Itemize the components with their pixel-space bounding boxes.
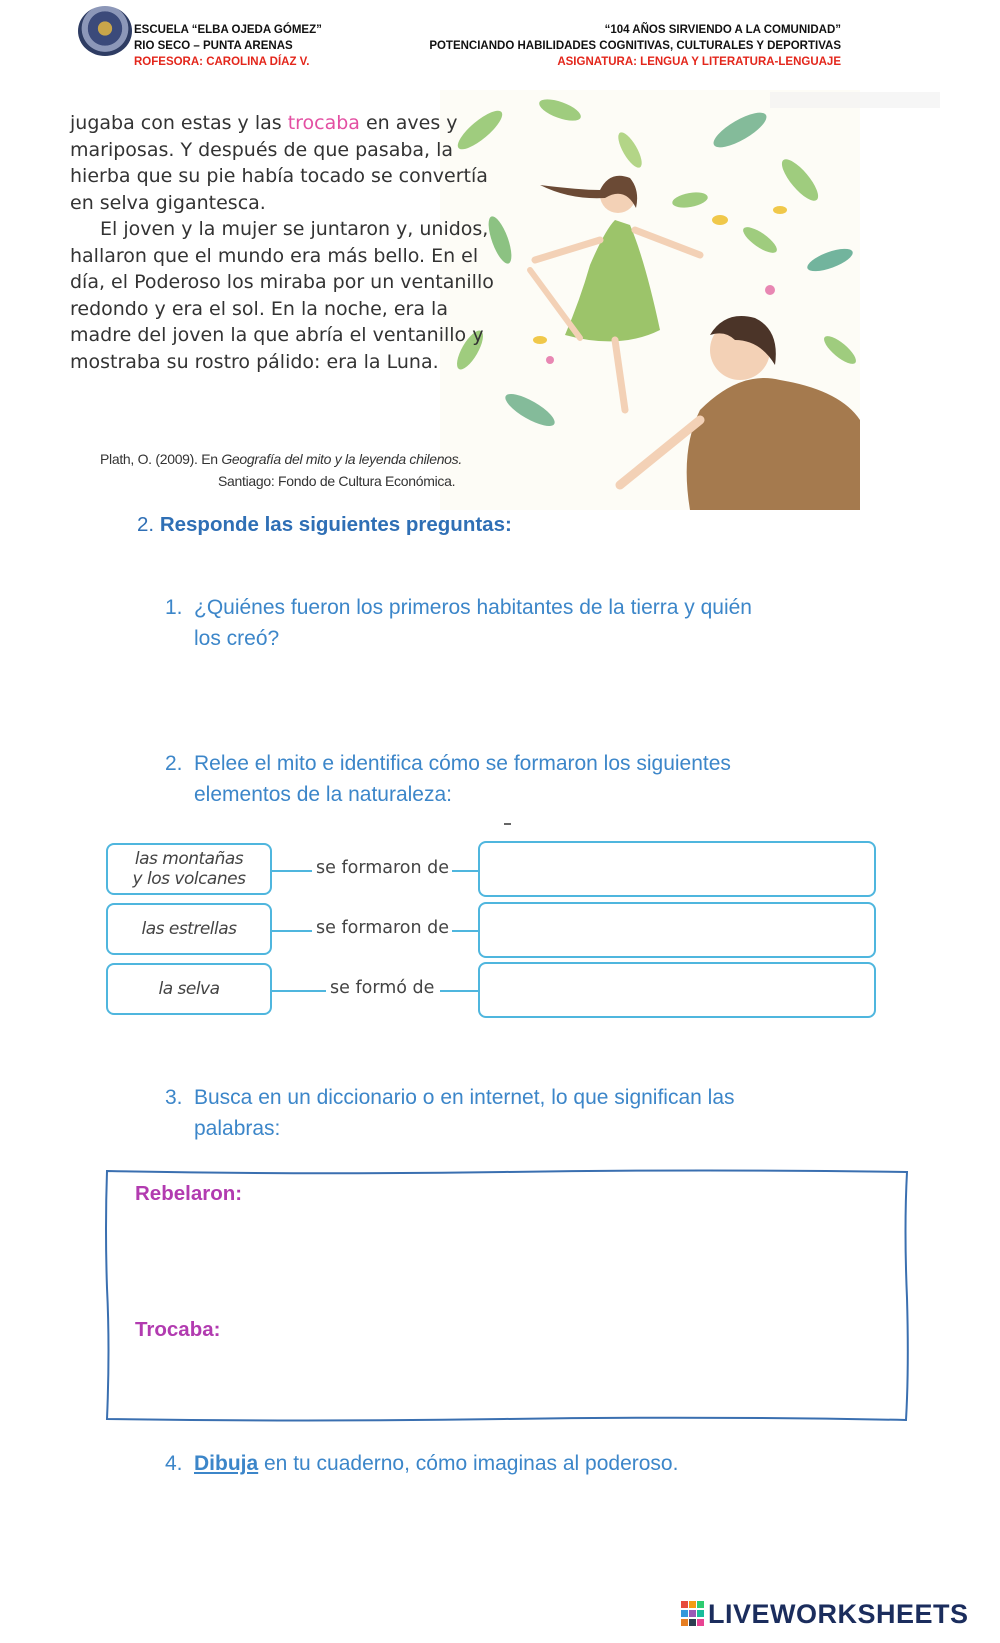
school-name: ESCUELA “ELBA OJEDA GÓMEZ” [134,24,322,36]
connector-line [452,870,478,872]
connector-line [272,990,326,992]
section-title: 2. Responde las siguientes preguntas: [137,513,512,536]
answer-box-mountains[interactable] [478,841,876,897]
connector-text-1: se formaron de [316,858,450,878]
definition-input-rebelaron[interactable] [270,1182,880,1272]
school-logo [78,6,132,56]
question-3: 3. Busca en un diccionario o en internet, lo que significan las palabras: [165,1086,735,1140]
connector-line [272,870,312,872]
dash-mark [504,823,511,825]
connector-text-2: se formaron de [316,918,450,938]
connector-line [272,930,312,932]
connector-text-3: se formó de [330,978,435,998]
term-rebelaron: Rebelaron: [135,1182,243,1205]
school-motto: “104 AÑOS SIRVIENDO A LA COMUNIDAD” [604,24,841,36]
term-trocaba: Trocaba: [135,1318,221,1341]
faded-overlay [770,92,940,108]
myth-illustration [440,90,860,510]
connector-line [440,990,478,992]
question-2: 2. Relee el mito e identifica cómo se formaron los siguientes elementos de la naturaleza: [165,752,731,806]
school-subtitle: POTENCIANDO HABILIDADES COGNITIVAS, CULTURALES Y DEPORTIVAS [429,40,841,52]
element-label-mountains: las montañas y los volcanes [106,843,272,895]
element-label-stars: las estrellas [106,903,272,955]
teacher-name: ROFESORA: CAROLINA DÍAZ V. [134,56,310,68]
element-label-jungle: la selva [106,963,272,1015]
liveworksheets-logo-icon [681,1601,705,1626]
answer-box-jungle[interactable] [478,962,876,1018]
definition-input-trocaba[interactable] [250,1318,880,1408]
citation: Plath, O. (2009). En Geografía del mito y la leyenda chilenos. Santiago: Fondo de Cultura Económica. [100,451,462,489]
answer-box-stars[interactable] [478,902,876,958]
liveworksheets-brand[interactable]: LIVEWORKSHEETS [708,1599,969,1629]
subject-name: ASIGNATURA: LENGUA Y LITERATURA-LENGUAJE [557,56,841,68]
question-4: 4. Dibuja en tu cuaderno, cómo imaginas al poderoso. [165,1452,679,1475]
connector-line [452,930,478,932]
school-location: RIO SECO – PUNTA ARENAS [134,40,293,52]
draw-keyword: Dibuja [194,1452,259,1475]
story-paragraph-1: jugaba con estas y las trocaba en aves y mariposas. Y después de que pasaba, la hierba que su pie había tocado se convertía en selva gigantesca. [70,112,488,214]
highlighted-word: trocaba [287,112,360,134]
story-text [70,110,500,375]
story-paragraph-2: El joven y la mujer se juntaron y, unidos, hallaron que el mundo era más bello. En el día, el Poderoso los miraba por un ventanillo redondo y era el sol. En la noche, era la madre del joven la que abría el ventanillo y mostraba su rostro pálido: era la Luna. [70,218,494,373]
question-1: 1. ¿Quiénes fueron los primeros habitantes de la tierra y quién los creó? [165,596,752,650]
